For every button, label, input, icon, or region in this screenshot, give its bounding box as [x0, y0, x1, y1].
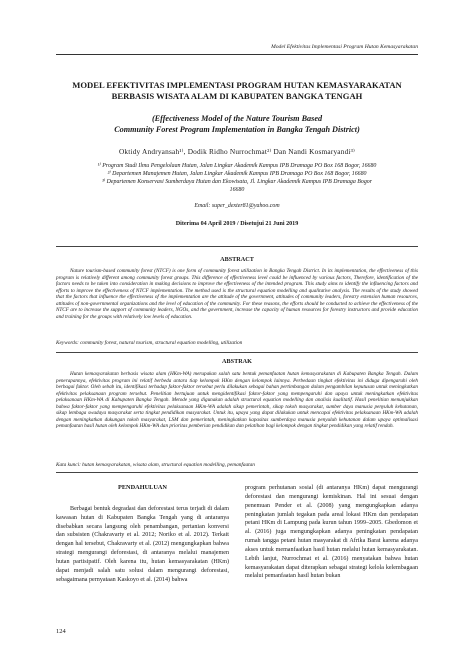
title-block	[56, 80, 418, 227]
affiliation-1: ¹⁾ Program Studi Ilmu Pengelolaan Hutan, Jalan Lingkar Akademik Kampus IPB Dramaga PO Box 168 Bogor, 16680	[97, 163, 377, 169]
abstract-english-text: Nature tourism-based community forest (NTCF) is one form of community forest utilization in Bangka Tengah District. In its implementation, the effectiveness of this program is relatively different among community forest groups. This difference of effectiveness level could be influenced by various factors, Therefore, identification of the factors needs to be taken into consideration in making decisions to improve the effectiveness of the intended program. This study aims to identify the influencing factors and efforts to improve the effectiveness of NTCF implementation. The method used is the structural equation modelling and qualitative analysis. The results of the study showed that the factors that influence the effectiveness of the implementation are the attitude of the government, attitudes of community leaders, forestry extension human resources, attitudes of non-governmental organizations and the level of education of the community. For these reasons, the efforts should be conducted to achieve the effectiveness of the NTCF are to increase the support of community leaders, NGOs, and the government, increase the capacity of human resources for forestry instructors and provide education and training for the groups with relatively low levels of education.	[56, 268, 418, 320]
abstrak-heading: ABSTRAK	[222, 358, 252, 365]
intro-paragraph-right: program perhutanan sosial (di antaranya HKm) dapat mengurangi deforestasi dan mengurangi kemiskinan. Hal ini sesuai dengan penemuan Pender et al. (2008) yang mengungkapkan adanya peningkatan jumlah tegakan pada areal lokasi HKm dan pendapatan petani HKm di Lampung pada kurun tahun 1999–2005. Gbedomon et al. (2016) juga mengungkapkan adanya peningkatan pendapatan rumah tangga petani hutan masyarakat di Afrika Barat karena adanya akses untuk memanfaatkan hasil hutan melalui hutan kemasyarakatan. Lebih lanjut, Nurrochmat et al. (2016) menyatakan bahwa hutan kemasyarakatan dapat diterapkan sebagai strategi kelola kelembagaan melalui pemanfaatan hasil hutan bukan	[245, 485, 418, 580]
running-head: Model Efektivitas Implementasi Program Hutan Kemasyarakatan	[271, 44, 418, 50]
affiliation-3: ³⁾ Departemen Konservasi Sumberdaya Hutan dan Ekowisata, Jl. Lingkar Akademik Kampus IPB Dramaga Bogor	[101, 179, 373, 185]
abstract-heading: ABSTRACT	[220, 256, 254, 263]
keywords-english: Keywords: community forest, natural tourism, structural equation modelling, utilization	[56, 340, 243, 346]
paper-subtitle	[56, 114, 418, 135]
received-accepted-dates: Diterima 04 April 2019 / Disetujui 21 Juni 2019	[175, 221, 299, 227]
author-email: Email: super_dexter81@yahoo.com	[194, 203, 280, 209]
title-line: BERBASIS WISATA ALAM DI KABUPATEN BANGKA TENGAH	[111, 91, 363, 101]
paper-title	[56, 80, 418, 102]
abstract-top-rule	[56, 246, 418, 247]
abstract-bottom-rule	[56, 472, 418, 473]
affiliations	[56, 162, 418, 194]
intro-paragraph-left: Berbagai bentuk degradasi dan deforestasi terus terjadi di dalam kawasan hutan di Kabupaten Bangka Tengah yang di antaranya disebabkan secara langsung oleh penambangan, pertanian konversi dan subsisten (Chakravarty et al. 2012; Noriko et al. 2012). Terkait dengan hal tersebut, Chakravarty et al. (2012) mengungkapkan bahwa strategi mengurangi deforestasi, di antaranya melalui manajemen hutan partisipatif. Oleh karena itu, hutan kemasyarakatan (HKm) dapat menjadi salah satu solusi dalam mengurangi deforestasi, sebagaimana pernyataan Kaskoyo et al. (2014) bahwa	[56, 505, 229, 583]
header-rule	[56, 54, 418, 55]
subtitle-line: (Effectiveness Model of the Nature Tourism Based	[151, 114, 323, 123]
column-right	[245, 484, 418, 581]
abstract-indonesian-text: Hutan kemasyarakatan berbasis wisata alam (HKm-WA) merupakan salah satu bentuk pemanfaatan hutan kemasyarakatan di Kabupaten Bangka Tengah. Dalam penerapannya, efektivitas program ini relatif berbeda antara tiap kelompok HKm dengan kelompok lainnya. Perbedaan tingkat efektivitas ini diduga dipengaruhi oleh berbagai faktor. Oleh sebab itu, identifikasi terhadap faktor-faktor tersebut perlu dilakukan sebagai bahan pertimbangan dalam pengambilan keputusan untuk meningkatkan efektivitas pelaksanaan program tersebut. Penelitian bertujuan untuk mengidentifikasi faktor-faktor yang mempengaruhi dan upaya untuk meningkatkan efektivitas pelaksanaan HKm-WA di Kabupaten Bangka Tengah. Metode yang digunakan adalah structural equation modelling dan analisis kualitatif. Hasil penelitian menunjukkan bahwa faktor-faktor yang mempengaruhi efektivitas pelaksanaan HKm-WA adalah sikap pemerintah, sikap tokoh masyarakat, sumber daya manusia penyuluh kehutanan, sikap lembaga swadaya masyarakat serta tingkat pendidikan masyarakat. Untuk itu, upaya yang dapat dilakukan untuk mencapai efektivitas pelaksanaan HKm-WA adalah dengan meningkatkan dukungan tokoh masyarakat, LSM dan pemerintah, meningkatkan kapasitas sumberdaya manusia penyuluh kehutanan dalam upaya optimalisasi pemanfaatan hasil hutan oleh kelompok HKm-WA dan prioritas pemberian pendidikan dan pelatihan bagi kelompok dengan tingkat pendidikan yang relatif rendah.	[56, 371, 418, 430]
abstract-mid-rule	[56, 352, 418, 353]
keywords-indonesian: Kata kunci: hutan kemasyarakatan, wisata alam, structural equation modelling, pemanfaatan	[56, 462, 255, 468]
page-number: 124	[56, 628, 66, 635]
section-heading-pendahuluan: PENDAHULUAN	[118, 484, 167, 491]
subtitle-line: Community Forest Program Implementation in Bangka Tengah District)	[114, 124, 360, 134]
column-left	[56, 484, 229, 584]
affiliation-2: ²⁾ Departemen Manajemen Hutan, Jalan Lingkar Akademik Kampus IPB Dramaga PO Box 168 Bogor, 16680	[107, 171, 367, 177]
affiliation-3-cont: 16680	[229, 187, 245, 193]
author-list: Oktidy Andryansah¹⁾, Dodik Ridho Nurrochmat²⁾ Dan Nandi Kosmaryandi³⁾	[118, 147, 356, 156]
title-line: MODEL EFEKTIVITAS IMPLEMENTASI PROGRAM HUTAN KEMASYARAKATAN	[72, 80, 402, 90]
